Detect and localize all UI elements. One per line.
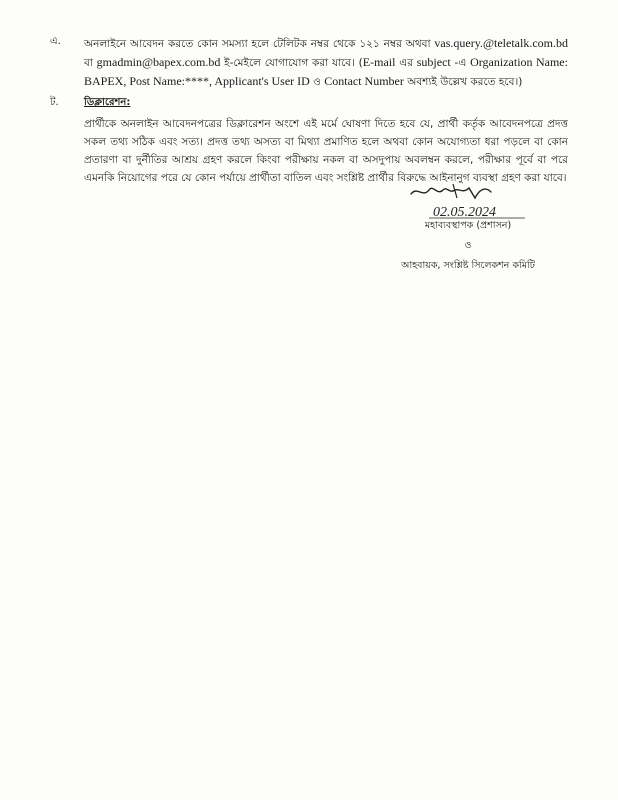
signatory-title: মহাব্যবস্থাপক (প্রশাসন): [424, 220, 512, 231]
text-segment: E-mail: [362, 55, 396, 69]
item-e: [50, 34, 568, 91]
bapex-email: gmadmin@bapex.com.bd: [96, 55, 221, 69]
signatory-conjunction: ও: [464, 240, 472, 251]
text-segment: বা: [84, 57, 97, 69]
item-e-marker: এ.: [50, 36, 61, 47]
text-segment: subject: [416, 55, 451, 69]
text-segment: অবশ্যই উল্লেখ করতে হবে।): [403, 76, 523, 88]
text-segment: -এ: [450, 57, 471, 69]
text-segment: এর: [395, 57, 417, 69]
item-t-marker: ট.: [50, 97, 59, 108]
teletalk-email: vas.query.@teletalk.com.bd: [434, 36, 568, 50]
text-segment: ও: [309, 76, 325, 88]
text-segment: Contact Number: [324, 74, 404, 88]
text-segment: ই-মেইলে যোগাযোগ করা যাবে। (: [220, 57, 363, 69]
declaration-heading: ডিক্লারেশন:: [84, 97, 131, 108]
declaration-paragraph: প্রার্থীকে অনলাইন আবেদনপত্রের ডিক্লারেশন অংশে এই মর্মে ঘোষণা দিতে হবে যে, প্রার্থী কর্তৃক আবেদনপত্রে প্রদত্ত সকল তথ্য সঠিক এবং সত্য। প্রদত্ত তথ্য অসত্য বা মিথ্যা প্রমাণিত হলে অথবা কোন অযোগ্যতা ধরা পড়লে বা কোন প্রতারণা বা দুর্নীতির আশ্রয় গ্রহণ করলে কিংবা পরীক্ষায় নকল বা অসদুপায় অবলম্বন করলে, পরীক্ষার পূর্বে বা পরে এমনকি নিয়োগের পরে যে কোন পর্যায়ে প্রার্থীতা বাতিল এবং সংশ্লিষ্ট প্রার্থীর বিরুদ্ধে আইনানুগ ব্যবস্থা গ্রহণ করা যাবে।: [84, 118, 568, 184]
signature-block: [368, 180, 568, 276]
text-segment: অনলাইনে আবেদন করতে কোন সমস্যা হলে টেলিটক নম্বর থেকে ১২১ নম্বর অথবা: [84, 38, 435, 50]
handwritten-signature: [393, 180, 543, 220]
signature-date: 02.05.2024: [433, 205, 496, 220]
item-t: [50, 95, 568, 187]
item-e-paragraph: [60, 34, 568, 91]
text-segment: Organization Name: BAPEX, Post Name:****, Applicant's User ID: [84, 55, 568, 88]
signatory-committee: আহবায়ক, সংশ্লিষ্ট সিলেকশন কমিটি: [401, 260, 535, 271]
